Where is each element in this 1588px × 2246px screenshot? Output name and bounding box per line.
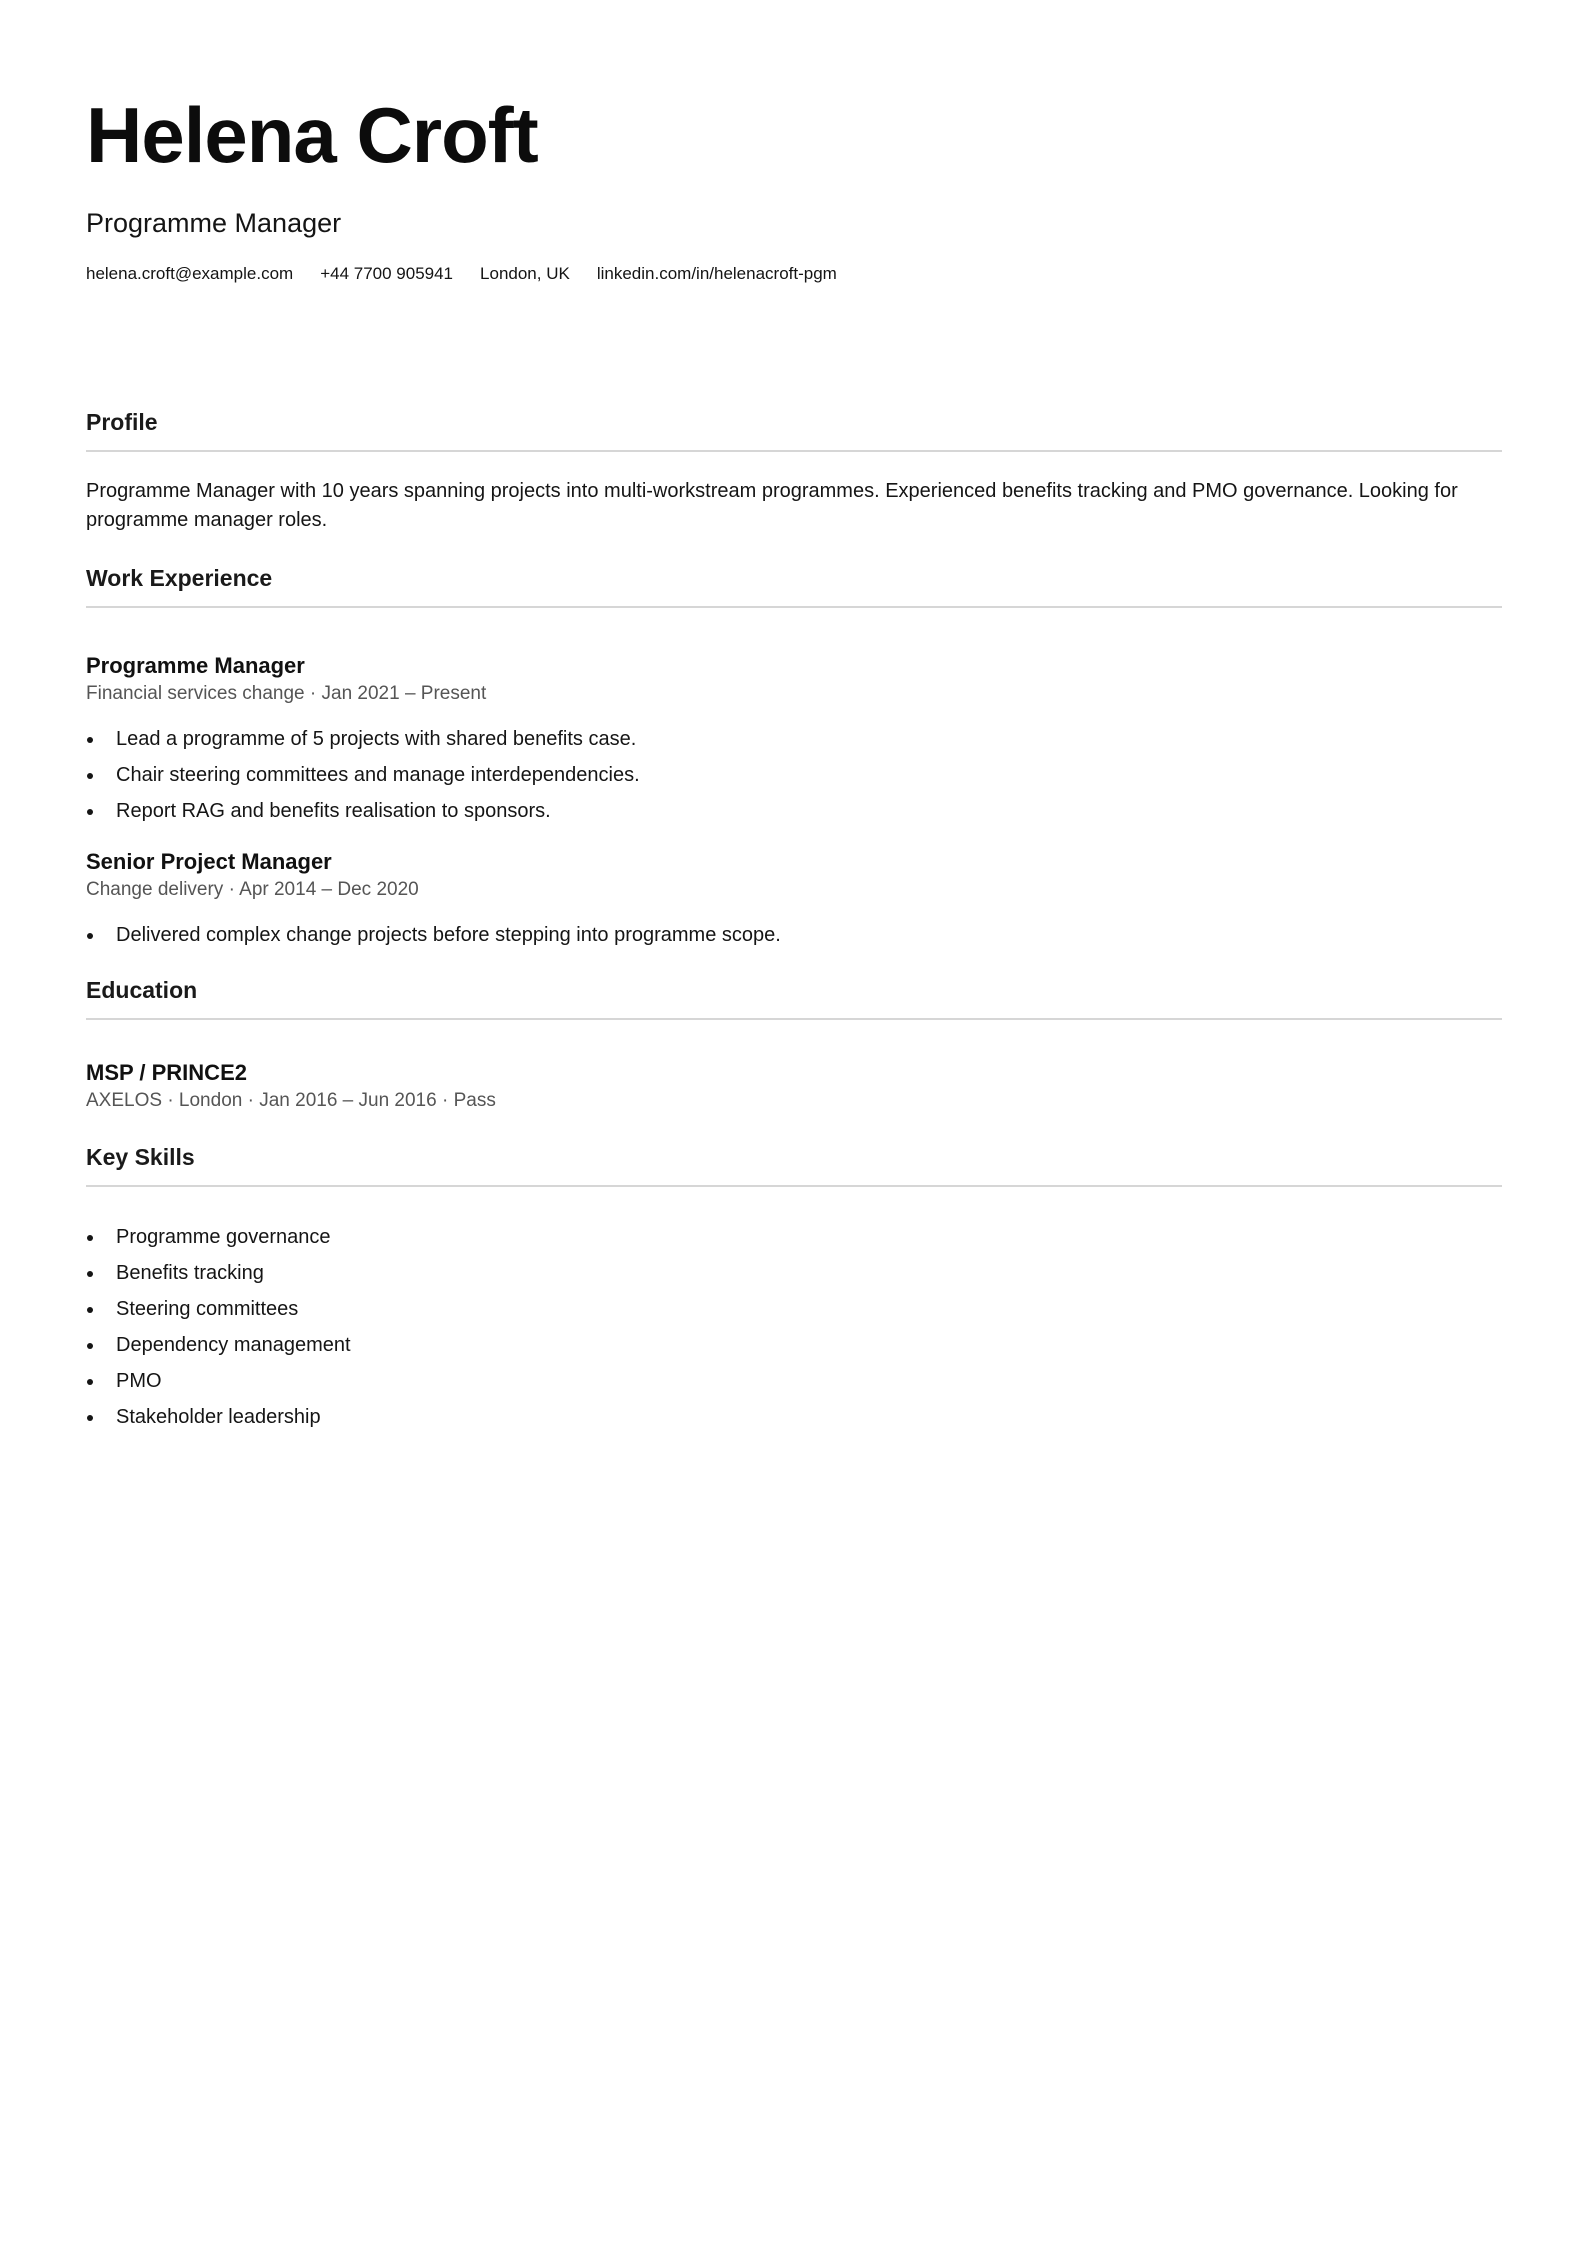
candidate-role: Programme Manager [86, 208, 342, 238]
profile-summary: Programme Manager with 10 years spanning projects into multi-workstream programmes. Experienced benefits tracking and PMO governance. Looking for programme manager roles. [86, 480, 1458, 531]
section-title-key-skills: Key Skills [86, 1146, 1502, 1187]
job-meta: Change delivery · Apr 2014 – Dec 2020 [86, 879, 419, 900]
job-bullets [86, 729, 1502, 821]
skill-item: Dependency management [86, 1335, 1502, 1355]
skill-item: Stakeholder leadership [86, 1407, 1502, 1427]
skill-item: PMO [86, 1371, 1502, 1391]
job-bullet: Report RAG and benefits realisation to sponsors. [86, 801, 1502, 821]
profile-section [86, 411, 1502, 555]
job-entry [86, 655, 1502, 837]
job-title: Senior Project Manager [86, 849, 332, 874]
education-title: MSP / PRINCE2 [86, 1060, 247, 1085]
contact-phone: +44 7700 905941 [320, 264, 454, 283]
job-bullets [86, 925, 1502, 945]
skill-item: Benefits tracking [86, 1263, 1502, 1283]
section-title-education: Education [86, 979, 1502, 1020]
contact-linkedin: linkedin.com/in/helenacroft-pgm [596, 264, 837, 283]
skill-item: Programme governance [86, 1227, 1502, 1247]
skills-list [86, 1227, 1502, 1427]
candidate-name: Helena Croft [86, 91, 538, 179]
job-title: Programme Manager [86, 653, 305, 678]
contact-email: helena.croft@example.com [86, 264, 294, 283]
job-entry [86, 851, 1502, 961]
job-bullet: Delivered complex change projects before stepping into programme scope. [86, 925, 1502, 945]
resume-header [86, 0, 1502, 282]
skill-item: Steering committees [86, 1299, 1502, 1319]
education-entry [86, 1062, 1502, 1110]
work-experience-section [86, 565, 1502, 946]
job-bullet: Chair steering committees and manage interdependencies. [86, 765, 1502, 785]
contact-location: London, UK [480, 264, 570, 283]
contact-line [86, 265, 1502, 282]
job-meta: Financial services change · Jan 2021 – Present [86, 683, 487, 704]
section-title-work-experience: Work Experience [86, 567, 1502, 608]
key-skills-section [86, 1146, 1502, 1443]
section-title-profile: Profile [86, 411, 1502, 452]
job-bullet: Lead a programme of 5 projects with shared benefits case. [86, 729, 1502, 749]
education-meta: AXELOS · London · Jan 2016 – Jun 2016 · Pass [86, 1090, 496, 1111]
education-section [86, 979, 1502, 1110]
